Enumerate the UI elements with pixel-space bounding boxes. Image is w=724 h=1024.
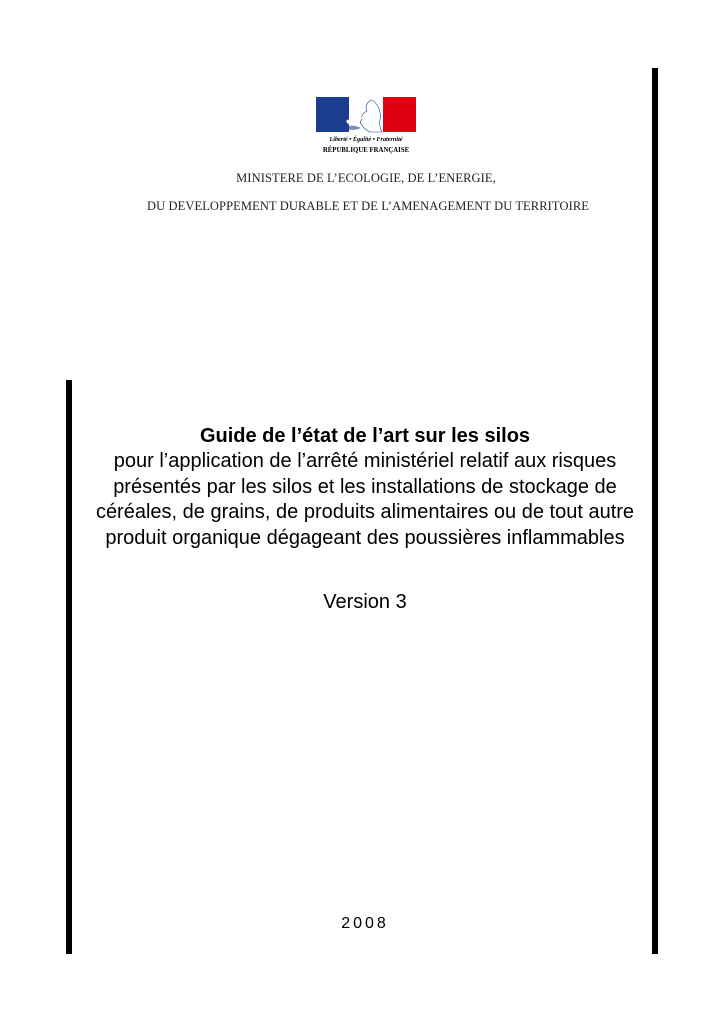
logo-republic: RÉPUBLIQUE FRANÇAISE <box>322 147 410 154</box>
left-margin-bar <box>66 380 72 954</box>
ministry-line-1: MINISTERE DE L’ECOLOGIE, DE L’ENERGIE, <box>236 171 496 185</box>
flag-red-band <box>383 97 416 132</box>
marianne-logo <box>316 97 416 159</box>
flag-blue-band <box>316 97 349 132</box>
title-block <box>80 423 650 551</box>
document-year: 2008 <box>341 915 389 932</box>
document-version: Version 3 <box>323 591 407 613</box>
logo-motto: Liberté • Égalité • Fraternité <box>329 136 403 143</box>
document-title: Guide de l’état de l’art sur les silos <box>199 425 531 447</box>
ministry-line-2: DU DEVELOPPEMENT DURABLE ET DE L’AMENAGEMENT DU TERRITOIRE <box>146 199 590 213</box>
document-subtitle: pour l’application de l’arrêté ministériel relatif aux risques présentés par les silos et les installations de stockage de céréales, de grains, de produits alimentaires ou de tout autre produit organique dégageant des poussières inflammables <box>95 450 635 549</box>
